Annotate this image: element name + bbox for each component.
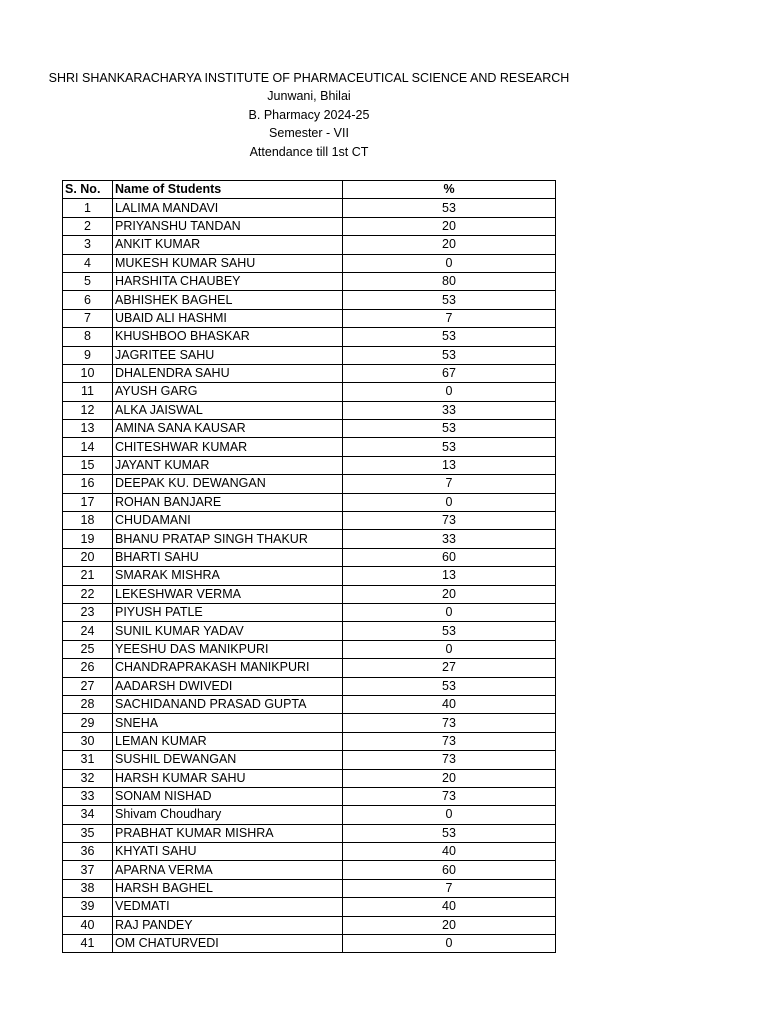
cell-sno: 10 bbox=[63, 364, 113, 382]
table-row bbox=[63, 640, 556, 658]
cell-student-name: YEESHU DAS MANIKPURI bbox=[113, 640, 343, 658]
table-row bbox=[63, 916, 556, 934]
table-row bbox=[63, 401, 556, 419]
cell-student-name: ANKIT KUMAR bbox=[113, 236, 343, 254]
institute-location: Junwani, Bhilai bbox=[267, 89, 351, 104]
cell-percent: 20 bbox=[343, 217, 556, 235]
table-row bbox=[63, 309, 556, 327]
cell-sno: 27 bbox=[63, 677, 113, 695]
cell-percent: 0 bbox=[343, 254, 556, 272]
cell-sno: 39 bbox=[63, 898, 113, 916]
cell-student-name: KHUSHBOO BHASKAR bbox=[113, 328, 343, 346]
cell-percent: 0 bbox=[343, 603, 556, 621]
cell-percent: 0 bbox=[343, 640, 556, 658]
table-row bbox=[63, 438, 556, 456]
table-row bbox=[63, 898, 556, 916]
cell-sno: 35 bbox=[63, 824, 113, 842]
table-row bbox=[63, 806, 556, 824]
table-row bbox=[63, 751, 556, 769]
cell-student-name: DEEPAK KU. DEWANGAN bbox=[113, 475, 343, 493]
semester: Semester - VII bbox=[269, 126, 349, 141]
cell-percent: 13 bbox=[343, 456, 556, 474]
table-row bbox=[63, 935, 556, 953]
cell-sno: 6 bbox=[63, 291, 113, 309]
cell-student-name: AMINA SANA KAUSAR bbox=[113, 420, 343, 438]
cell-sno: 19 bbox=[63, 530, 113, 548]
cell-percent: 7 bbox=[343, 879, 556, 897]
table-row bbox=[63, 217, 556, 235]
cell-percent: 0 bbox=[343, 493, 556, 511]
cell-percent: 40 bbox=[343, 843, 556, 861]
cell-sno: 4 bbox=[63, 254, 113, 272]
cell-student-name: UBAID ALI HASHMI bbox=[113, 309, 343, 327]
table-row bbox=[63, 622, 556, 640]
cell-percent: 53 bbox=[343, 346, 556, 364]
cell-percent: 0 bbox=[343, 383, 556, 401]
table-header-row bbox=[63, 181, 556, 199]
cell-sno: 37 bbox=[63, 861, 113, 879]
cell-student-name: AYUSH GARG bbox=[113, 383, 343, 401]
cell-percent: 20 bbox=[343, 585, 556, 603]
cell-sno: 21 bbox=[63, 567, 113, 585]
table-row bbox=[63, 530, 556, 548]
cell-percent: 20 bbox=[343, 236, 556, 254]
table-row bbox=[63, 512, 556, 530]
cell-student-name: APARNA VERMA bbox=[113, 861, 343, 879]
cell-student-name: CHITESHWAR KUMAR bbox=[113, 438, 343, 456]
cell-percent: 0 bbox=[343, 935, 556, 953]
cell-student-name: VEDMATI bbox=[113, 898, 343, 916]
table-row bbox=[63, 383, 556, 401]
table-row bbox=[63, 732, 556, 750]
cell-student-name: SONAM NISHAD bbox=[113, 787, 343, 805]
table-row bbox=[63, 843, 556, 861]
cell-sno: 33 bbox=[63, 787, 113, 805]
table-row bbox=[63, 603, 556, 621]
cell-student-name: MUKESH KUMAR SAHU bbox=[113, 254, 343, 272]
cell-sno: 40 bbox=[63, 916, 113, 934]
cell-percent: 80 bbox=[343, 272, 556, 290]
table-row bbox=[63, 272, 556, 290]
cell-percent: 53 bbox=[343, 438, 556, 456]
table-row bbox=[63, 346, 556, 364]
attendance-title: Attendance till 1st CT bbox=[249, 144, 369, 159]
cell-student-name: LEKESHWAR VERMA bbox=[113, 585, 343, 603]
cell-sno: 38 bbox=[63, 879, 113, 897]
table-row bbox=[63, 199, 556, 217]
document-header bbox=[0, 69, 618, 161]
institute-name: SHRI SHANKARACHARYA INSTITUTE OF PHARMACEUTICAL SCIENCE AND RESEARCH bbox=[48, 71, 570, 85]
cell-student-name: LEMAN KUMAR bbox=[113, 732, 343, 750]
cell-sno: 14 bbox=[63, 438, 113, 456]
cell-percent: 73 bbox=[343, 787, 556, 805]
cell-sno: 8 bbox=[63, 328, 113, 346]
cell-sno: 25 bbox=[63, 640, 113, 658]
cell-percent: 73 bbox=[343, 512, 556, 530]
cell-student-name: DHALENDRA SAHU bbox=[113, 364, 343, 382]
cell-percent: 67 bbox=[343, 364, 556, 382]
cell-percent: 7 bbox=[343, 475, 556, 493]
table-row bbox=[63, 291, 556, 309]
table-row bbox=[63, 456, 556, 474]
cell-sno: 34 bbox=[63, 806, 113, 824]
table-row bbox=[63, 861, 556, 879]
cell-student-name: PIYUSH PATLE bbox=[113, 603, 343, 621]
cell-percent: 53 bbox=[343, 199, 556, 217]
cell-sno: 24 bbox=[63, 622, 113, 640]
cell-student-name: Shivam Choudhary bbox=[113, 806, 343, 824]
cell-student-name: LALIMA MANDAVI bbox=[113, 199, 343, 217]
cell-sno: 22 bbox=[63, 585, 113, 603]
cell-sno: 12 bbox=[63, 401, 113, 419]
cell-percent: 13 bbox=[343, 567, 556, 585]
cell-sno: 1 bbox=[63, 199, 113, 217]
cell-student-name: SACHIDANAND PRASAD GUPTA bbox=[113, 695, 343, 713]
cell-percent: 40 bbox=[343, 898, 556, 916]
cell-percent: 20 bbox=[343, 769, 556, 787]
attendance-table bbox=[62, 180, 556, 953]
table-row bbox=[63, 236, 556, 254]
table-row bbox=[63, 364, 556, 382]
cell-student-name: BHANU PRATAP SINGH THAKUR bbox=[113, 530, 343, 548]
table-row bbox=[63, 677, 556, 695]
column-header-percent: % bbox=[343, 181, 556, 199]
cell-student-name: CHUDAMANI bbox=[113, 512, 343, 530]
table-row bbox=[63, 659, 556, 677]
cell-student-name: SNEHA bbox=[113, 714, 343, 732]
cell-sno: 18 bbox=[63, 512, 113, 530]
cell-student-name: JAYANT KUMAR bbox=[113, 456, 343, 474]
cell-student-name: SMARAK MISHRA bbox=[113, 567, 343, 585]
cell-student-name: JAGRITEE SAHU bbox=[113, 346, 343, 364]
cell-sno: 11 bbox=[63, 383, 113, 401]
cell-percent: 33 bbox=[343, 401, 556, 419]
cell-sno: 17 bbox=[63, 493, 113, 511]
table-row bbox=[63, 548, 556, 566]
column-header-name: Name of Students bbox=[113, 181, 343, 199]
table-row bbox=[63, 787, 556, 805]
table-row bbox=[63, 328, 556, 346]
cell-student-name: RAJ PANDEY bbox=[113, 916, 343, 934]
cell-sno: 16 bbox=[63, 475, 113, 493]
table-row bbox=[63, 769, 556, 787]
cell-student-name: OM CHATURVEDI bbox=[113, 935, 343, 953]
table-row bbox=[63, 695, 556, 713]
table-row bbox=[63, 714, 556, 732]
cell-percent: 53 bbox=[343, 677, 556, 695]
cell-sno: 13 bbox=[63, 420, 113, 438]
cell-sno: 29 bbox=[63, 714, 113, 732]
table-row bbox=[63, 493, 556, 511]
cell-percent: 20 bbox=[343, 916, 556, 934]
table-row bbox=[63, 420, 556, 438]
cell-percent: 53 bbox=[343, 622, 556, 640]
cell-percent: 60 bbox=[343, 861, 556, 879]
cell-sno: 32 bbox=[63, 769, 113, 787]
cell-percent: 27 bbox=[343, 659, 556, 677]
table-row bbox=[63, 879, 556, 897]
cell-student-name: CHANDRAPRAKASH MANIKPURI bbox=[113, 659, 343, 677]
table-row bbox=[63, 567, 556, 585]
program-year: B. Pharmacy 2024-25 bbox=[248, 107, 370, 122]
cell-sno: 5 bbox=[63, 272, 113, 290]
column-header-sno: S. No. bbox=[63, 181, 113, 199]
table-row bbox=[63, 824, 556, 842]
cell-percent: 53 bbox=[343, 420, 556, 438]
cell-sno: 31 bbox=[63, 751, 113, 769]
cell-sno: 7 bbox=[63, 309, 113, 327]
cell-sno: 28 bbox=[63, 695, 113, 713]
cell-percent: 0 bbox=[343, 806, 556, 824]
cell-sno: 20 bbox=[63, 548, 113, 566]
cell-sno: 3 bbox=[63, 236, 113, 254]
cell-student-name: SUNIL KUMAR YADAV bbox=[113, 622, 343, 640]
cell-percent: 73 bbox=[343, 751, 556, 769]
cell-percent: 73 bbox=[343, 714, 556, 732]
cell-student-name: HARSH KUMAR SAHU bbox=[113, 769, 343, 787]
cell-percent: 53 bbox=[343, 824, 556, 842]
cell-student-name: BHARTI SAHU bbox=[113, 548, 343, 566]
cell-student-name: ROHAN BANJARE bbox=[113, 493, 343, 511]
cell-sno: 23 bbox=[63, 603, 113, 621]
cell-student-name: HARSH BAGHEL bbox=[113, 879, 343, 897]
cell-sno: 9 bbox=[63, 346, 113, 364]
table-row bbox=[63, 475, 556, 493]
cell-sno: 36 bbox=[63, 843, 113, 861]
cell-student-name: PRABHAT KUMAR MISHRA bbox=[113, 824, 343, 842]
cell-sno: 15 bbox=[63, 456, 113, 474]
cell-student-name: AADARSH DWIVEDI bbox=[113, 677, 343, 695]
cell-student-name: SUSHIL DEWANGAN bbox=[113, 751, 343, 769]
cell-percent: 33 bbox=[343, 530, 556, 548]
table-row bbox=[63, 254, 556, 272]
cell-student-name: PRIYANSHU TANDAN bbox=[113, 217, 343, 235]
cell-percent: 60 bbox=[343, 548, 556, 566]
cell-percent: 53 bbox=[343, 328, 556, 346]
cell-student-name: ABHISHEK BAGHEL bbox=[113, 291, 343, 309]
cell-sno: 2 bbox=[63, 217, 113, 235]
cell-sno: 26 bbox=[63, 659, 113, 677]
cell-percent: 73 bbox=[343, 732, 556, 750]
cell-percent: 40 bbox=[343, 695, 556, 713]
cell-percent: 7 bbox=[343, 309, 556, 327]
cell-student-name: ALKA JAISWAL bbox=[113, 401, 343, 419]
table-row bbox=[63, 585, 556, 603]
cell-sno: 30 bbox=[63, 732, 113, 750]
cell-student-name: KHYATI SAHU bbox=[113, 843, 343, 861]
cell-sno: 41 bbox=[63, 935, 113, 953]
cell-percent: 53 bbox=[343, 291, 556, 309]
cell-student-name: HARSHITA CHAUBEY bbox=[113, 272, 343, 290]
